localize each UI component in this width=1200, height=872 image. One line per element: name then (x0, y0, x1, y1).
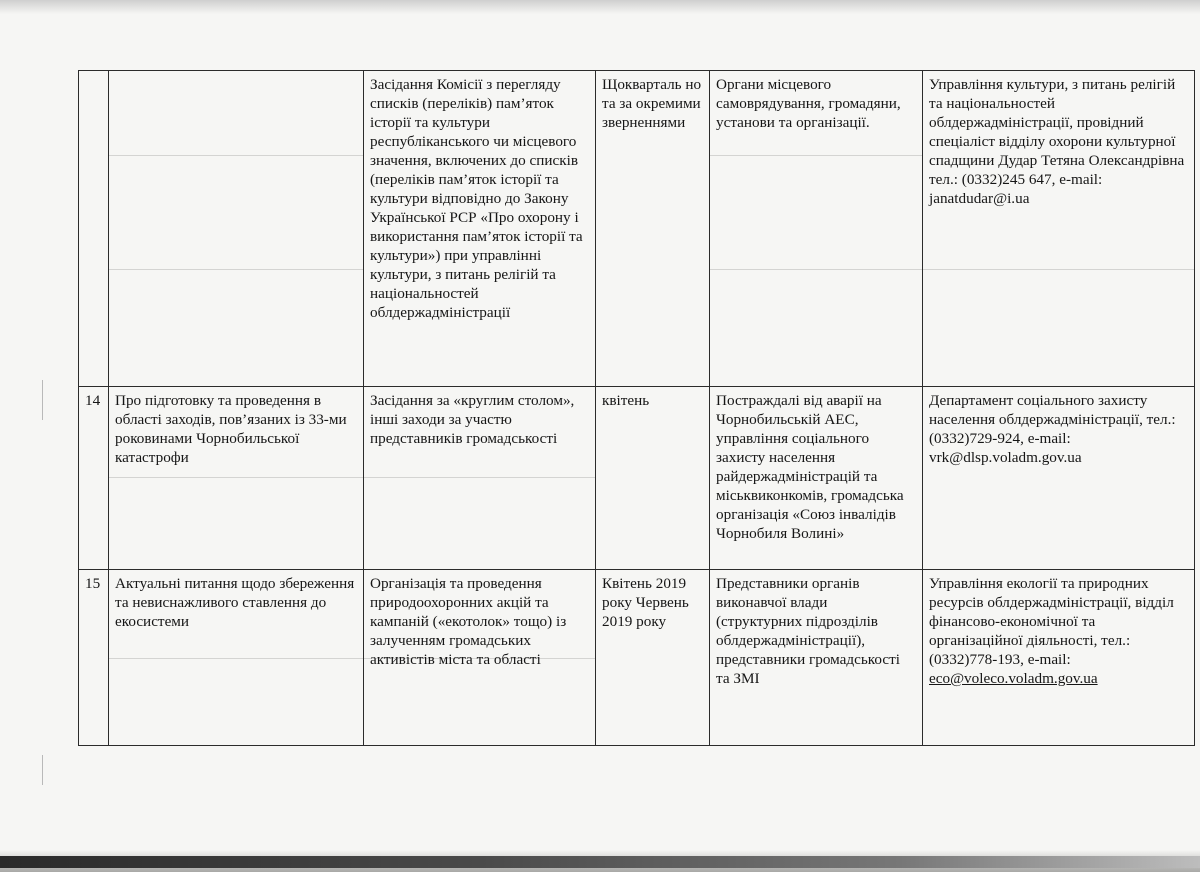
bleed-through-line (923, 269, 1194, 270)
topic-cell (109, 71, 364, 387)
bleed-through-line (109, 269, 363, 270)
form-text: Засідання за «круглим столом», інші заходи за участю представників громадськості (370, 392, 575, 447)
bleed-through-line (109, 658, 363, 659)
row-number-cell (79, 570, 109, 746)
participants-cell (710, 570, 923, 746)
term-text: Квітень 2019 року Червень 2019 року (602, 575, 689, 630)
responsible-cell (923, 71, 1195, 387)
bleed-through-line (710, 155, 922, 156)
responsible-cell (923, 387, 1195, 570)
responsible-text: Управління культури, з питань релігій та національностей облдержадміністрації, провідний спеціаліст відділу охорони культурної спадщини Дудар Тетяна Олександрівна тел.: (0332)245 647, e-mail: janatdudar@i.ua (929, 76, 1185, 207)
email-link[interactable]: eco@voleco.voladm.gov.ua (929, 670, 1098, 687)
participants-text: Представники органів виконавчої влади (структурних підрозділів облдержадміністрації), представники громадськості та ЗМІ (716, 575, 900, 687)
responsible-text: Департамент соціального захисту населення облдержадміністрації, тел.: (0332)729-924, e-mail: vrk@dlsp.voladm.gov.ua (929, 392, 1176, 466)
bleed-through-line (710, 269, 922, 270)
responsible-text: Управління екології та природних ресурсів облдержадміністрації, відділ фінансово-економічної та організаційної діяльності, тел.: (0332)778-193, e-mail: (929, 575, 1174, 668)
term-cell (596, 71, 710, 387)
responsible-cell (923, 570, 1195, 746)
table-row (79, 71, 1195, 387)
scan-margin-mark (42, 380, 43, 420)
scan-margin-mark (42, 755, 43, 785)
scanner-bar (0, 856, 1200, 868)
topic-text: Актуальні питання щодо збереження та невиснажливого ставлення до екосистеми (115, 575, 355, 630)
form-text: Засідання Комісії з перегляду списків (переліків) пам’яток історії та культури республіканського чи місцевого значення, включених до списків (переліків пам’яток історії та культури відповідно до Закону Української РСР «Про охорону і використання пам’яток історії та культури») при управлінні культури, з питань релігій та національностей облдержадміністрації (370, 76, 583, 321)
row-number: 14 (85, 392, 101, 409)
events-table (78, 70, 1195, 746)
scan-top-shadow (0, 0, 1200, 14)
topic-text: Про підготовку та проведення в області заходів, пов’язаних із 33-ми роковинами Чорнобильської катастрофи (115, 392, 347, 466)
term-cell (596, 387, 710, 570)
row-number: 15 (85, 575, 101, 592)
participants-cell (710, 387, 923, 570)
bleed-through-line (109, 477, 363, 478)
form-cell (364, 387, 596, 570)
topic-cell (109, 570, 364, 746)
row-number-cell (79, 387, 109, 570)
topic-cell (109, 387, 364, 570)
bleed-through-line (364, 477, 595, 478)
table-row (79, 570, 1195, 746)
form-cell (364, 71, 596, 387)
row-number-cell (79, 71, 109, 387)
form-cell (364, 570, 596, 746)
form-text: Організація та проведення природоохоронних акцій та кампаній («екотолок» тощо) із залученням громадських активістів міста та області (370, 575, 567, 668)
table-row (79, 387, 1195, 570)
bleed-through-line (109, 155, 363, 156)
participants-text: Органи місцевого самоврядування, громадяни, установи та організації. (716, 76, 901, 131)
term-text: квітень (602, 392, 650, 409)
participants-text: Постраждалі від аварії на Чорнобильській АЕС, управління соціального захисту населення райдержадміністрацій та міськвиконкомів, громадська організація «Союз інвалідів Чорнобиля Волині» (716, 392, 904, 542)
term-text: Щокварталь но та за окремими зверненнями (602, 76, 702, 131)
participants-cell (710, 71, 923, 387)
term-cell (596, 570, 710, 746)
